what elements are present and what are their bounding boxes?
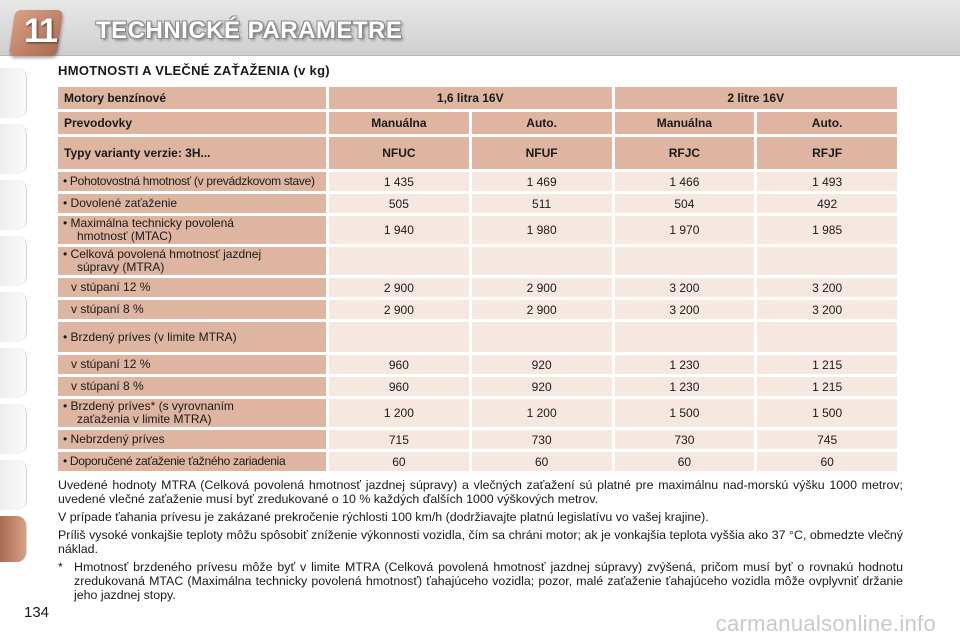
value-cell: 920: [472, 377, 612, 396]
table-row: [58, 355, 897, 374]
chapter-title: TECHNICKÉ PARAMETRE: [96, 17, 403, 44]
gearbox-label: Prevodovky: [58, 112, 326, 134]
chapter-number: 11: [24, 12, 56, 50]
value-cell: 3 200: [757, 278, 897, 297]
value-cell: 1 215: [757, 377, 897, 396]
footnote-text: Hmotnosť brzdeného prívesu môže byť v limite MTRA (Celková povolená hmotnosť jazdnej súpravy) zvýšená, pričom musí byť o rovnakú hodnotu zredukovaná MTAC (Maximálna technicky povolená hmotnosť) ťahajúceho vozidla; pozor, malé zaťaženie ťahajúceho vozidla môže ovplyvniť držanie jeho jazdnej stopy.: [74, 560, 903, 602]
value-cell: [615, 247, 755, 275]
chapter-tab[interactable]: [0, 180, 27, 230]
variant-cell: RFJF: [757, 137, 897, 169]
value-cell: 1 493: [757, 172, 897, 191]
chapter-tab[interactable]: [0, 460, 27, 510]
row-label: • Dovolené zaťaženie: [58, 194, 326, 213]
value-cell: 960: [329, 377, 469, 396]
row-label: • Nebrzdený príves: [58, 430, 326, 449]
value-cell: 1 500: [757, 399, 897, 427]
row-label: • Doporučené zaťaženie ťažného zariadenia: [58, 452, 326, 471]
value-cell: 1 215: [757, 355, 897, 374]
table-row: [58, 300, 897, 319]
value-cell: 1 200: [472, 399, 612, 427]
value-cell: [329, 322, 469, 352]
value-cell: 3 200: [615, 278, 755, 297]
value-cell: 60: [615, 452, 755, 471]
table-row: [58, 194, 897, 213]
value-cell: 1 500: [615, 399, 755, 427]
chapter-tab[interactable]: [0, 68, 27, 118]
value-cell: 1 980: [472, 216, 612, 244]
value-cell: 60: [472, 452, 612, 471]
row-label-line: súpravy (MTRA): [77, 260, 165, 274]
value-cell: 920: [472, 355, 612, 374]
row-label-line: v stúpaní 12 %: [71, 280, 151, 294]
weights-table: [55, 84, 900, 474]
value-cell: 2 900: [472, 278, 612, 297]
value-cell: 492: [757, 194, 897, 213]
value-cell: [329, 247, 469, 275]
row-label-line: v stúpaní 8 %: [71, 302, 144, 316]
variant-cell: NFUF: [472, 137, 612, 169]
gearbox-row: [58, 112, 897, 134]
row-label: [58, 355, 326, 374]
chapter-tab-active[interactable]: [0, 516, 27, 562]
value-cell: 1 985: [757, 216, 897, 244]
row-label-line: hmotnosť (MTAC): [77, 229, 172, 243]
value-cell: 1 200: [329, 399, 469, 427]
value-cell: 1 469: [472, 172, 612, 191]
paragraph: Uvedené hodnoty MTRA (Celková povolená hmotnosť jazdnej súpravy) a vlečných zaťažení sú platné pre maximálnu nad-morskú výšku 1000 metrov; uvedené vlečné zaťaženie musí byť zredukované o 10 % každých ďalších 1000 výškových metrov.: [58, 478, 903, 506]
value-cell: 1 940: [329, 216, 469, 244]
row-label: [58, 300, 326, 319]
row-label-line: • Celková povolená hmotnosť jazdnej: [63, 247, 262, 261]
value-cell: 2 900: [472, 300, 612, 319]
chapter-tab[interactable]: [0, 404, 27, 454]
row-label-line: • Brzdený príves* (s vyrovnaním: [63, 399, 234, 413]
value-cell: 2 900: [329, 300, 469, 319]
footnote-mark: *: [58, 560, 63, 574]
chapter-tab[interactable]: [0, 348, 27, 398]
value-cell: 730: [615, 430, 755, 449]
row-label: • Brzdený príves (v limite MTRA): [58, 322, 326, 352]
table-row: [58, 377, 897, 396]
engine-header: 2 litre 16V: [615, 87, 898, 109]
value-cell: [472, 247, 612, 275]
value-cell: 511: [472, 194, 612, 213]
row-label: [58, 399, 326, 427]
engine-header: 1,6 litra 16V: [329, 87, 612, 109]
table-row: [58, 247, 897, 275]
value-cell: 960: [329, 355, 469, 374]
value-cell: 715: [329, 430, 469, 449]
value-cell: 60: [329, 452, 469, 471]
value-cell: 1 466: [615, 172, 755, 191]
row-label: • Pohotovostná hmotnosť (v prevádzkovom stave): [58, 172, 326, 191]
value-cell: 1 230: [615, 377, 755, 396]
table-row: [58, 278, 897, 297]
paragraph: Príliš vysoké vonkajšie teploty môžu spôsobiť zníženie výkonnosti vozidla, čím sa chráni motor; ak je vonkajšia teplota vyššia ako 37 °C, obmedzte vlečný náklad.: [58, 528, 903, 556]
value-cell: 1 970: [615, 216, 755, 244]
row-label: [58, 377, 326, 396]
value-cell: 504: [615, 194, 755, 213]
value-cell: [615, 322, 755, 352]
section-title: HMOTNOSTI A VLEČNÉ ZAŤAŽENIA (v kg): [58, 63, 330, 78]
gearbox-cell: Manuálna: [329, 112, 469, 134]
value-cell: 3 200: [615, 300, 755, 319]
table-row: [58, 216, 897, 244]
paragraph: V prípade ťahania prívesu je zakázané prekročenie rýchlosti 100 km/h (dodržiavajte platnú legislatívu vo vašej krajine).: [58, 510, 709, 524]
value-cell: 2 900: [329, 278, 469, 297]
value-cell: 1 230: [615, 355, 755, 374]
row-label-line: v stúpaní 8 %: [71, 379, 144, 393]
watermark: carmanualsonline.info: [715, 611, 936, 636]
variant-cell: NFUC: [329, 137, 469, 169]
value-cell: 1 435: [329, 172, 469, 191]
table-row: [58, 452, 897, 471]
chapter-tabs: [0, 68, 30, 568]
value-cell: 745: [757, 430, 897, 449]
chapter-tab[interactable]: [0, 236, 27, 286]
table-row: [58, 399, 897, 427]
row-label-line: zaťaženia v limite MTRA): [77, 412, 212, 426]
chapter-tab[interactable]: [0, 292, 27, 342]
chapter-tab[interactable]: [0, 124, 27, 174]
row-label: [58, 216, 326, 244]
value-cell: 505: [329, 194, 469, 213]
row-label-line: v stúpaní 12 %: [71, 357, 151, 371]
chapter-header: [0, 0, 960, 56]
variants-label: Typy varianty verzie: 3H...: [58, 137, 326, 169]
value-cell: [472, 322, 612, 352]
row-label: [58, 278, 326, 297]
value-cell: 3 200: [757, 300, 897, 319]
value-cell: 730: [472, 430, 612, 449]
row-label: [58, 247, 326, 275]
value-cell: [757, 247, 897, 275]
table-row: [58, 322, 897, 352]
gearbox-cell: Manuálna: [615, 112, 755, 134]
footnote: [58, 560, 903, 602]
body-text: [58, 478, 903, 602]
engines-label: Motory benzínové: [58, 87, 326, 109]
gearbox-cell: Auto.: [757, 112, 897, 134]
engines-row: [58, 87, 897, 109]
table-row: [58, 430, 897, 449]
variant-cell: RFJC: [615, 137, 755, 169]
table-row: [58, 172, 897, 191]
page-number: 134: [24, 604, 50, 621]
gearbox-cell: Auto.: [472, 112, 612, 134]
variants-row: [58, 137, 897, 169]
value-cell: 60: [757, 452, 897, 471]
value-cell: [757, 322, 897, 352]
row-label-line: • Maximálna technicky povolená: [63, 216, 234, 230]
